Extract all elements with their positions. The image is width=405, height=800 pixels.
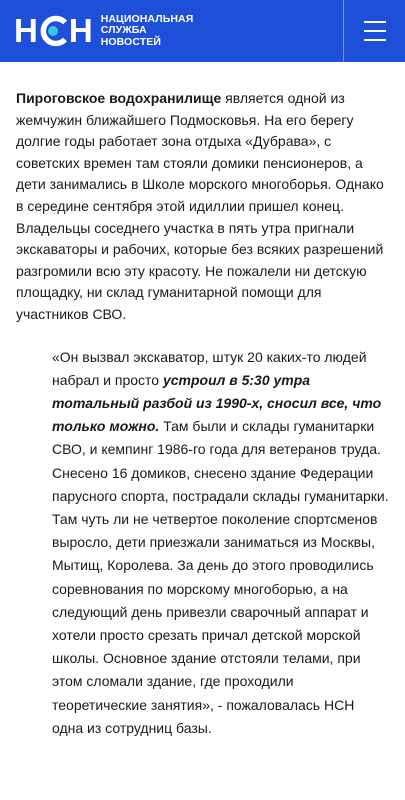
logo-text-line: НАЦИОНАЛЬНАЯ <box>100 12 194 25</box>
lead-bold: Пироговское водохранилище <box>16 90 222 106</box>
article-lead <box>0 62 405 326</box>
article-body <box>0 62 405 740</box>
logo-letter-n1: Н <box>14 12 37 49</box>
quote-end: Там были и склады гуманитарки СВО, и кемпинг 1986-го года для ветеранов труда. Снесено 16 домиков, снесено здание Федерации парусного спорта, пострадали склады гуманитарки. Там чуть ли не четвертое поколение спортсменов выросло, дети приезжали заниматься из Москвы, Мытищ, Королева. За день до этого проводились соревнования по морскому многоборью, а на следующий день привезли сварочный аппарат и хотели просто срезать причал детской морской школы. Основное здание отстояли телами, при этом сломали здание, где проходили теоретические занятия», - пожаловалась НСН одна из сотрудниц базы. <box>52 418 389 736</box>
site-header <box>0 0 405 62</box>
quote-start: «Он вызвал экскаватор, штук 20 каких-то людей набрал и просто <box>52 348 367 388</box>
burger-line <box>364 30 386 32</box>
logo-wordmark <box>101 14 194 49</box>
logo-c-icon <box>38 15 68 47</box>
logo-mark <box>14 12 92 49</box>
logo-letter-n2: Н <box>68 12 92 49</box>
quote-emphasis: устроил в 5:30 утра тотальный разбой из 1990-х, сносил все, что только можно. <box>52 371 382 435</box>
logo-text-line: СЛУЖБА <box>100 24 147 37</box>
burger-line <box>364 39 386 41</box>
article-quote <box>0 326 405 740</box>
burger-line <box>364 21 386 23</box>
burger-menu-icon[interactable] <box>344 0 405 62</box>
site-logo[interactable] <box>0 0 193 62</box>
lead-text: является одной из жемчужин ближайшего Подмосковья. На его берегу долгие годы работает зона отдыха «Дубрава», с советских времен там стояли домики пенсионеров, а дети занимались в Школе морского многоборья. Однако в середине сентября этой идиллии пришел конец. Владельцы соседнего участка в пять утра пригнали экскаваторы и рабочих, которые без всяких разрешений разгромили всю эту красоту. Не пожалели ни детскую площадку, ни склад гуманитарной помощи для участников СВО. <box>16 90 384 322</box>
logo-text-line: НОВОСТЕЙ <box>100 35 162 48</box>
